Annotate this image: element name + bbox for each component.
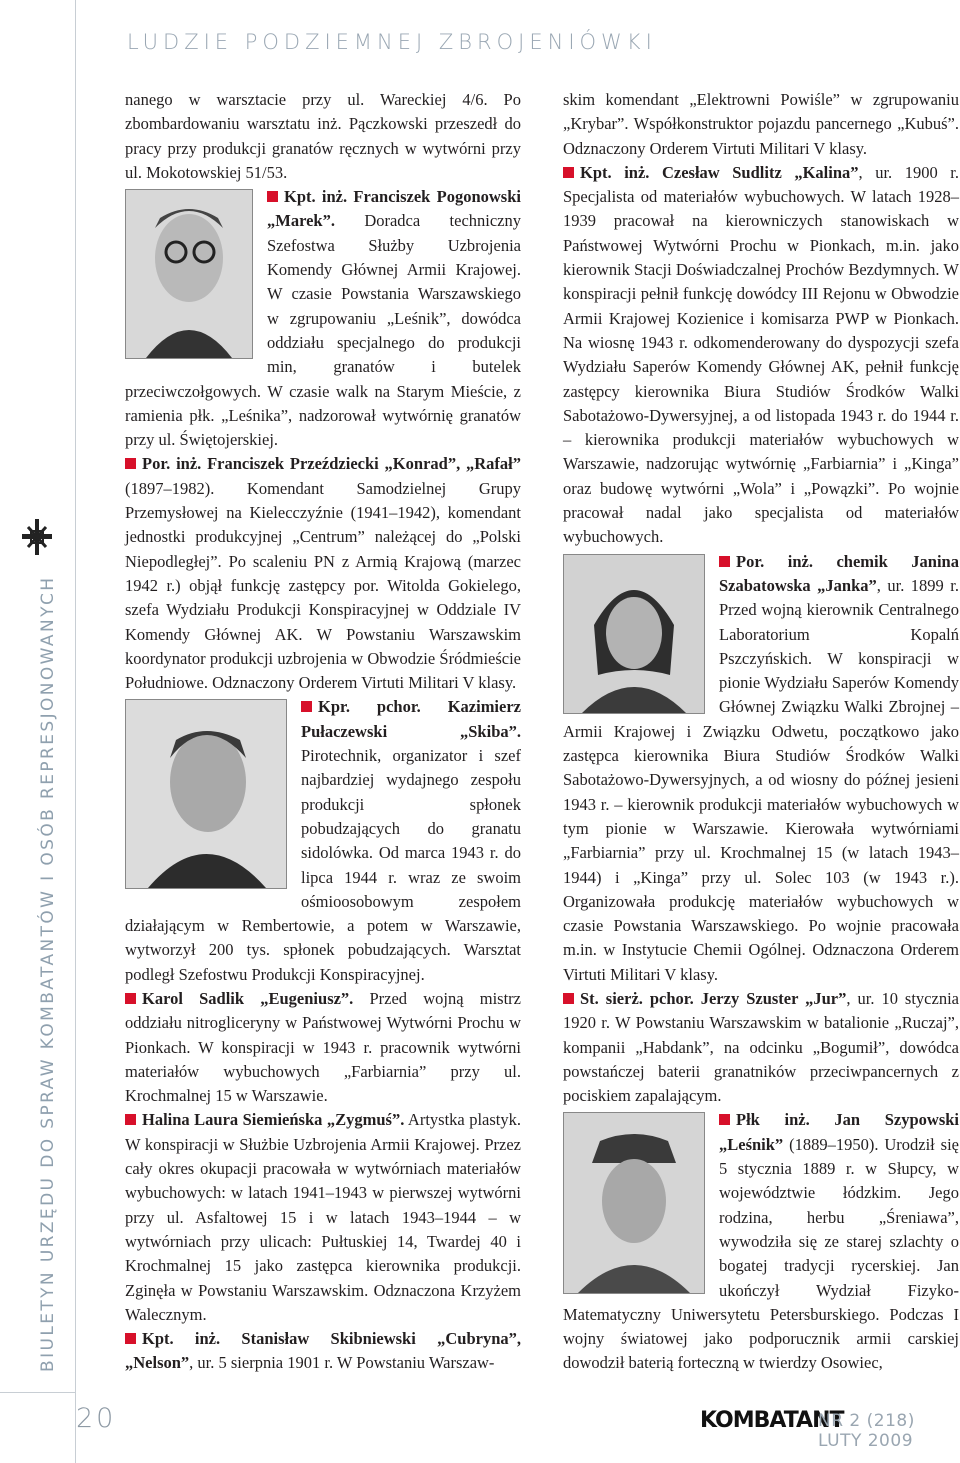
entry-pogonowski: Kpt. inż. Franciszek Pogonowski „Marek”. Doradca techniczny Szefostwa Służby Uzbrojenia Komendy Głównej Armii Krajowej. W czasie Powstania Warszawskiego w zgrupowaniu „Leśnik”, dowódca oddziału specjalnego do produkcji min, granatów i butelek przeciwczołgowych. W czasie walk na Starym Mieście, z ramienia płk. „Leśnika”, nadzorował wytwórnię granatów przy ul. Świętojerskiej. [125, 187, 521, 450]
bullet-square-icon [125, 1114, 136, 1125]
bullet-square-icon [125, 458, 136, 469]
bullet-square-icon [125, 1333, 136, 1344]
bullet-square-icon [267, 191, 278, 202]
left-column [125, 88, 521, 1376]
magazine-logo: KOMBATANT [700, 1408, 844, 1433]
left-intro-paragraph: nanego w warsztacie przy ul. Wareckiej 4/6. Po zbombardowaniu warsztatu inż. Pączkowski przeszedł do pracy przy produkcji granatów ręcznych w wytwórni przy ul. Mokotowskiej 51/53. [125, 90, 521, 182]
right-intro-paragraph: skim komendant „Elektrowni Powiśle” w zgrupowaniu „Krybar”. Współkonstruktor pojazdu pancernego „Kubuś”. Odznaczony Orderem Virtuti Militari V klasy. [563, 90, 959, 158]
portrait-photo-pogonowski [125, 189, 253, 359]
bullet-square-icon [563, 167, 574, 178]
portrait-photo-szypowski [563, 1112, 705, 1294]
issue-label: NR 2 (218) LUTY 2009 [818, 1411, 915, 1451]
sidebar-footer-divider [0, 1392, 76, 1393]
bullet-square-icon [719, 556, 730, 567]
entry-pulaczewski: Kpr. pchor. Kazimierz Pułaczewski „Skiba”. Pirotechnik, organizator i szef najbardziej wydajnego zespołu produkcji spłonek pobudzających do granatu sidolówka. Od marca 1943 r. do lipca 1944 r. wraz ze swoim ośmioosobowym zespołem działającym w Rembertowie, a potem w Warszawie, wytworzył 200 tys. spłonek pobudzających. Warsztat podległ Szefostwu Produkcji Konspiracyjnej. [125, 697, 521, 984]
bullet-square-icon [719, 1114, 730, 1125]
entry-szuster: St. sierż. pchor. Jerzy Szuster „Jur”, ur. 10 stycznia 1920 r. W Powstaniu Warszawskim w batalionie „Ruczaj”, kompanii „Habdank”, na odcinku „Bogumił”, dowódca powstańczej baterii granatników przeciwpancernych z pociskiem zapalającym. [563, 988, 959, 1106]
entry-siemienska: Halina Laura Siemieńska „Zygmuś”. Artystka plastyk. W konspiracji w Służbie Uzbrojenia Armii Krajowej. Przez cały okres okupacji pracowała w wytwórniach materiałów wybuchowych: w latach 1941–1943 w pierwszej wytwórni przy ul. Asfaltowej 15 i w latach 1943–1944 – w wytwórniach przy ulicach: Pułtuskiej 14, Twardej 40 i Krochmalnej 15 jako zastępca kierownika produkcji. Zginęła w Powstaniu Warszawskim. Odznaczona Krzyżem Walecznym. [125, 1110, 521, 1324]
entry-skibniewski: Kpt. inż. Stanisław Skibniewski „Cubryna”, „Nelson”, ur. 5 sierpnia 1901 r. W Powstaniu Warszaw- [125, 1329, 521, 1373]
bullet-square-icon [563, 993, 574, 1004]
bullet-square-icon [125, 993, 136, 1004]
entry-przezdziecki: Por. inż. Franciszek Przeździecki „Konrad”, „Rafał” (1897–1982). Komendant Samodzielnej Grupy Przemysłowej na Kielecczyźnie (1941–1942), komendant jednostki produkcyjnej „Centrum” należącej do „Polski Niepodległej”. Po scaleniu PN z Armią Krajową (marzec 1942 r.) objął funkcję zastępcy por. Witolda Gokielego, szefa Wydziału Produkcji Konspiracyjnej w Oddziale IV Komendy Głównej AK. W Powstaniu Warszawskim koordynator produkcji uzbrojenia w Obwodzie Śródmieście Południowe. Odznaczony Orderem Virtuti Militari V klasy. [125, 454, 521, 693]
entry-szabatowska: Por. inż. chemik Janina Szabatowska „Janka”, ur. 1899 r. Przed wojną kierownik Centralnego Laboratorium Kopalń Pszczyńskich. W konspiracji w pionie Wydziału Saperów Komendy Głównej Związku Walki Zbrojnej – Armii Krajowej i Związku Odwetu, początkowo jako zastępca kierownika Biura Studiów Środków Walki Sabotażowo-Dywersyjnych, a od wiosny do późnej jesieni 1943 r. – kierownik produkcji materiałów wybuchowych w tym pionie w Warszawie. Kierowała wytwórniami „Farbiarnia” przy ul. Krochmalnej 15 (w latach 1943–1944) i „Kinga” przy ul. Solec 103 (w 1943 r.). Organizowała produkcję materiałów wybuchowych w czasie Powstania Warszawskiego. Po wojnie pracowała m.in. w Instytucie Chemii Ogólnej. Odznaczona Orderem Virtuti Militari V klasy. [563, 551, 959, 984]
portrait-photo-pulaczewski [125, 699, 287, 889]
bullet-square-icon [301, 701, 312, 712]
running-header: LUDZIE PODZIEMNEJ ZBROJENIÓWKI [127, 30, 657, 54]
cross-emblem-icon [20, 517, 54, 557]
sidebar-vertical-title: BIULETYN URZĘDU DO SPRAW KOMBATANTÓW I OSÓB REPRESJONOWANYCH [38, 575, 58, 1372]
page-number: 20 [76, 1403, 117, 1434]
entry-sudlitz: Kpt. inż. Czesław Sudlitz „Kalina”, ur. 1900 r. Specjalista od materiałów wybuchowych. W latach 1928–1939 pracował na kierowniczych stanowiskach w Państwowej Wytwórni Prochu w Pionkach, m.in. jako kierownik Stacji Doświadczalnej Prochów Bezdymnych. W konspiracji pełnił funkcję dowódcy III Rejonu w Obwodzie Armii Krajowej Kozienice i komisarza PWP w Pionkach. Na wiosnę 1943 r. odkomenderowany do dyspozycji szefa Wydziału Saperów Komendy Głównej AK, pełnił funkcję zastępcy kierownika Biura Studiów Środków Walki Sabotażowo-Dywersyjnej, a od listopada 1943 r. do 1944 r. – kierownika produkcji materiałów wybuchowych w Warszawie, nadzorując wytwórnię „Farbiarnia” i „Kinga” oraz budowę wytwórni „Wola” i „Powązki”. Po wojnie pracował nadal jako specjalista od materiałów wybuchowych. [563, 162, 959, 547]
entry-szypowski: Płk inż. Jan Szypowski „Leśnik” (1889–1950). Urodził się 5 stycznia 1889 r. w Słupcy, w województwie łódzkim. Jego rodzina, herbu „Śreniawa”, wywodziła się ze starej szlachty o bogatej tradycji rycerskiej. Jan ukończył Wydział Fizyko-Matematyczny Uniwersytetu Petersburskiego. Podczas I wojny światowej jako podporucznik armii carskiej dowodził baterią forteczną w twierdzy Osowiec, [563, 1110, 959, 1373]
entry-sadlik: Karol Sadlik „Eugeniusz”. Przed wojną mistrz oddziału nitrogliceryny w Państwowej Wytwórni Prochu w Pionkach. W konspiracji w 1943 r. pracownik wytwórni materiałów wybuchowych „Farbiarnia” przy ul. Krochmalnej 15 w Warszawie. [125, 988, 521, 1106]
portrait-photo-szabatowska [563, 554, 705, 714]
sidebar [0, 0, 76, 1463]
sidebar-divider [75, 0, 76, 1463]
right-column [563, 88, 959, 1376]
